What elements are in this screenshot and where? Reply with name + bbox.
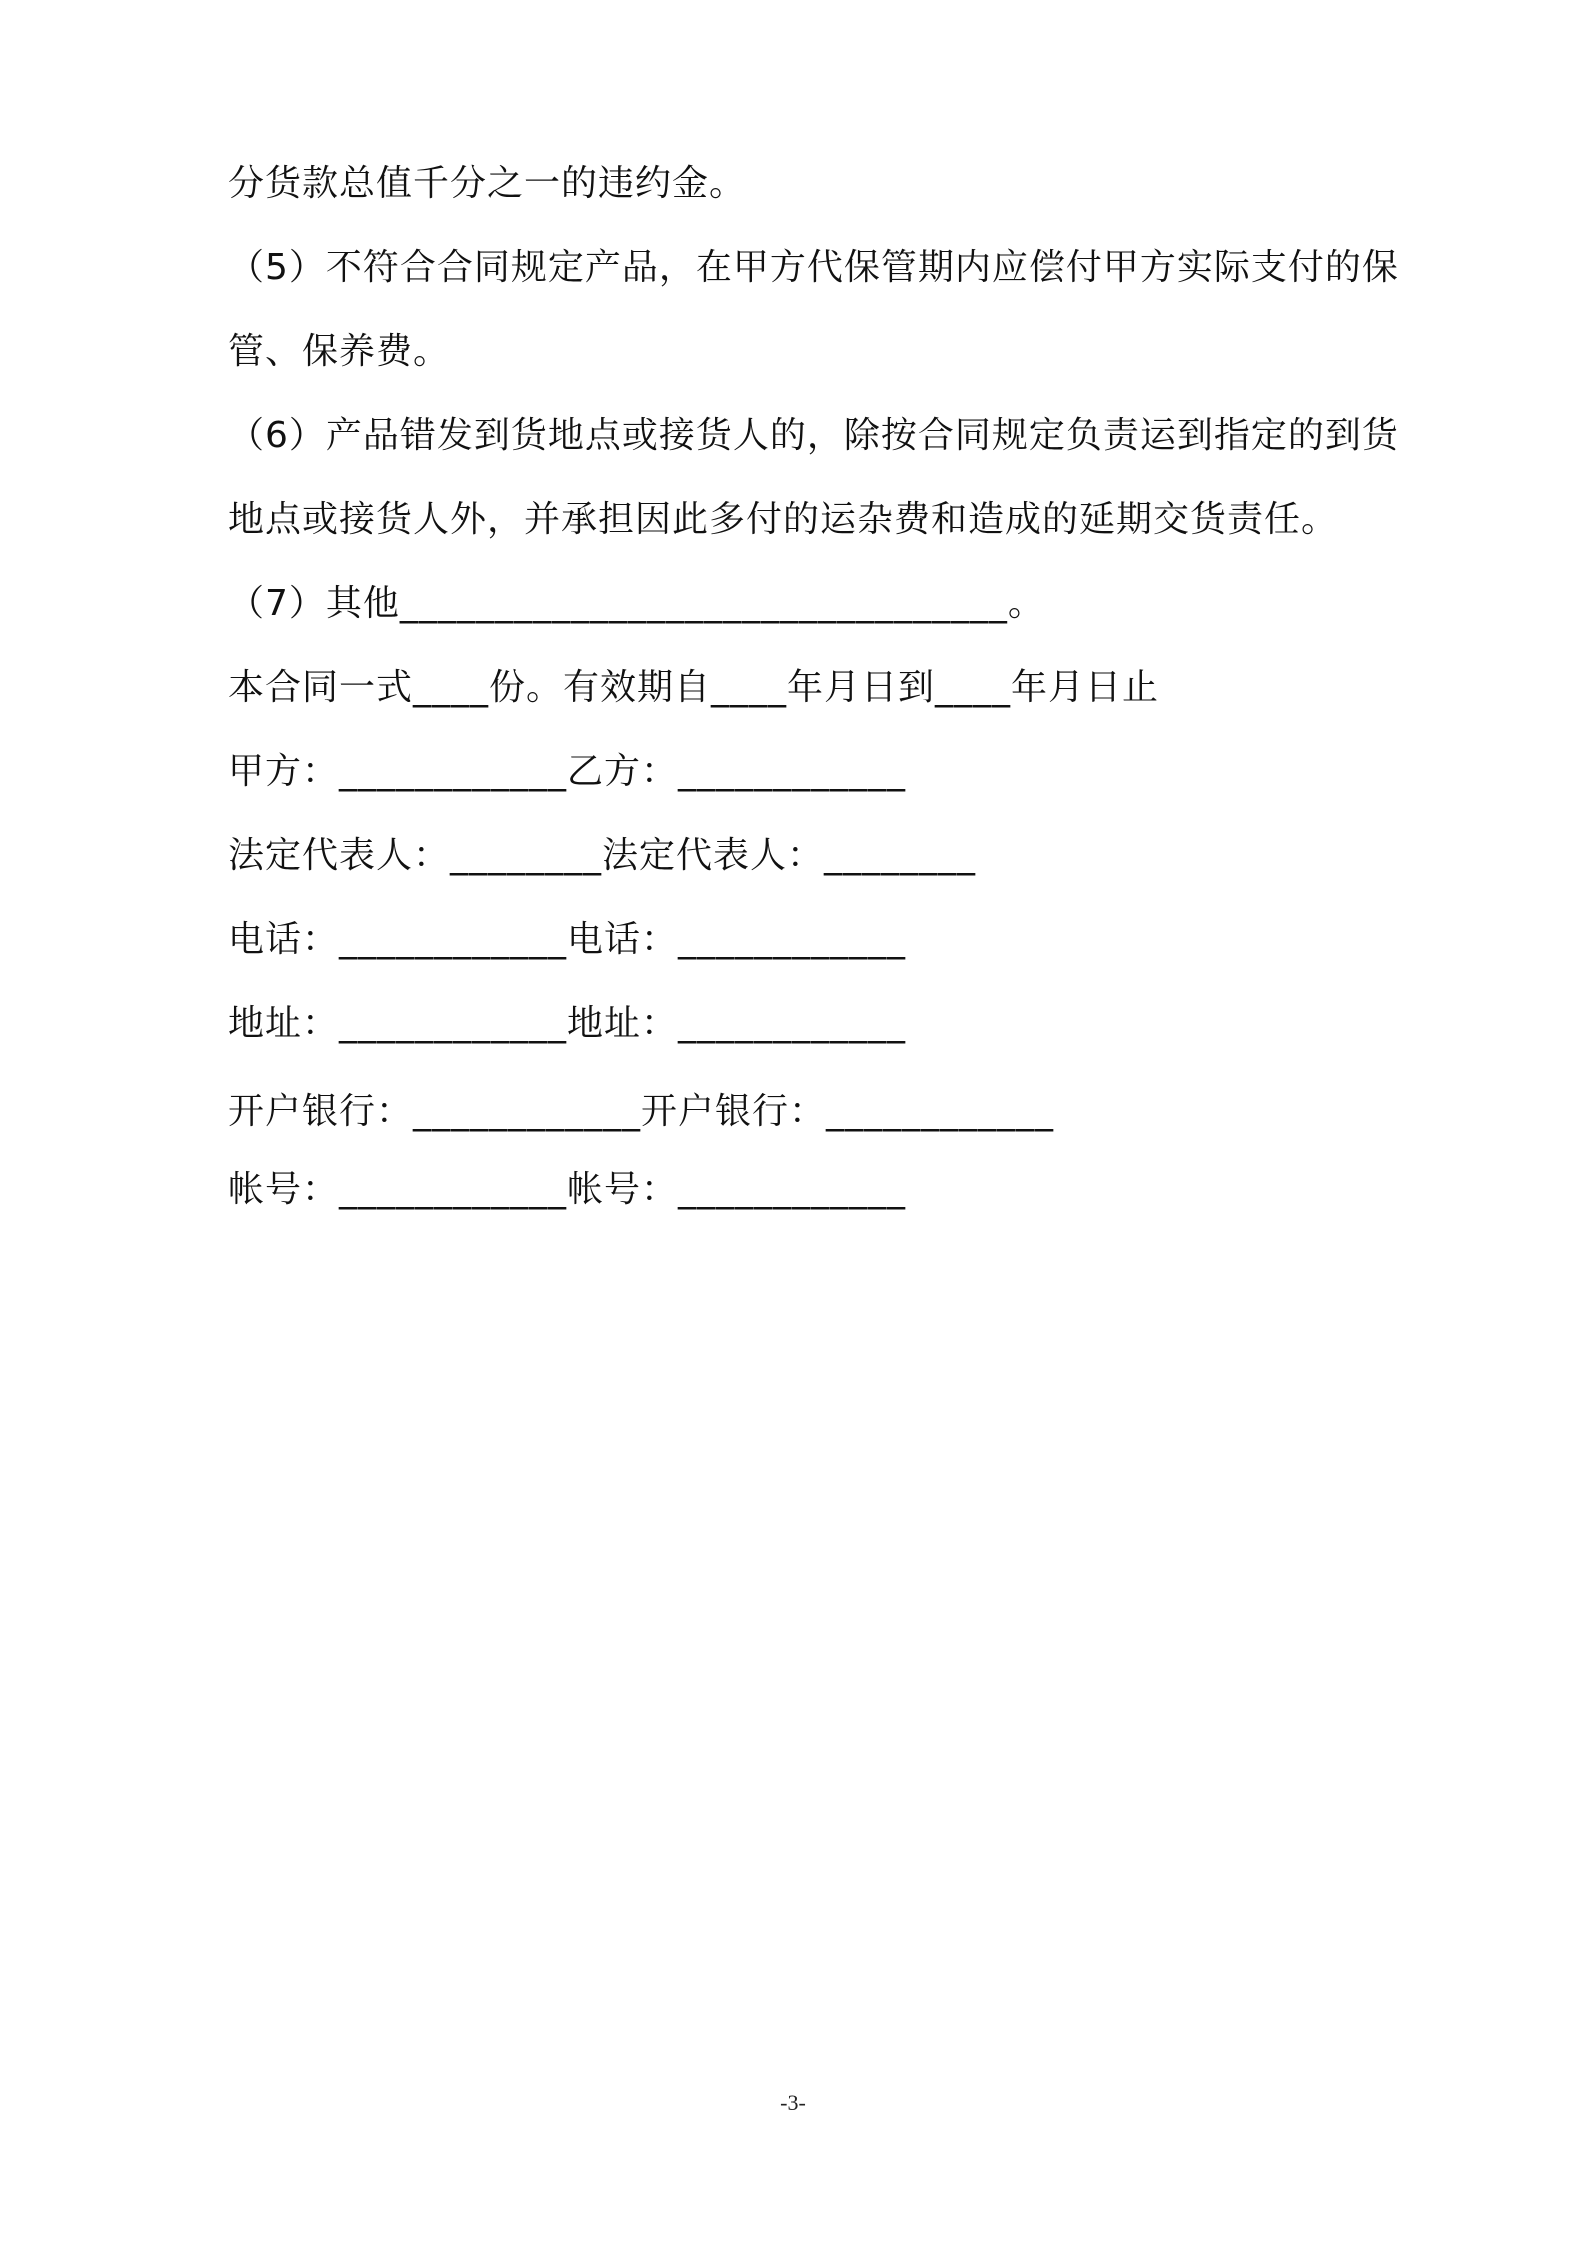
text-line-penalty-continuation: 分货款总值千分之一的违约金。 [228, 163, 747, 204]
signature-party-names: 甲方：____________乙方：____________ [228, 751, 907, 792]
page-number: -3- [780, 2090, 806, 2115]
text-line-clause-5: （5）不符合合同规定产品，在甲方代保管期内应偿付甲方实际支付的保 [228, 247, 1399, 288]
signature-legal-representative: 法定代表人：________法定代表人：________ [228, 835, 977, 876]
signature-address: 地址：____________地址：____________ [228, 1003, 907, 1044]
text-line-clause-6-cont: 地点或接货人外，并承担因此多付的运杂费和造成的延期交货责任。 [228, 499, 1339, 540]
text-line-clause-6: （6）产品错发到货地点或接货人的，除按合同规定负责运到指定的到货 [228, 415, 1399, 456]
signature-bank: 开户银行：____________开户银行：____________ [228, 1091, 1055, 1132]
signature-phone: 电话：____________电话：____________ [228, 919, 907, 960]
text-line-clause-7: （7）其他________________________________。 [228, 583, 1045, 624]
text-line-copies-validity: 本合同一式____份。有效期自____年月日到____年月日止 [228, 667, 1160, 708]
text-line-clause-5-cont: 管、保养费。 [228, 331, 451, 372]
signature-account-number: 帐号：____________帐号：____________ [228, 1169, 907, 1210]
